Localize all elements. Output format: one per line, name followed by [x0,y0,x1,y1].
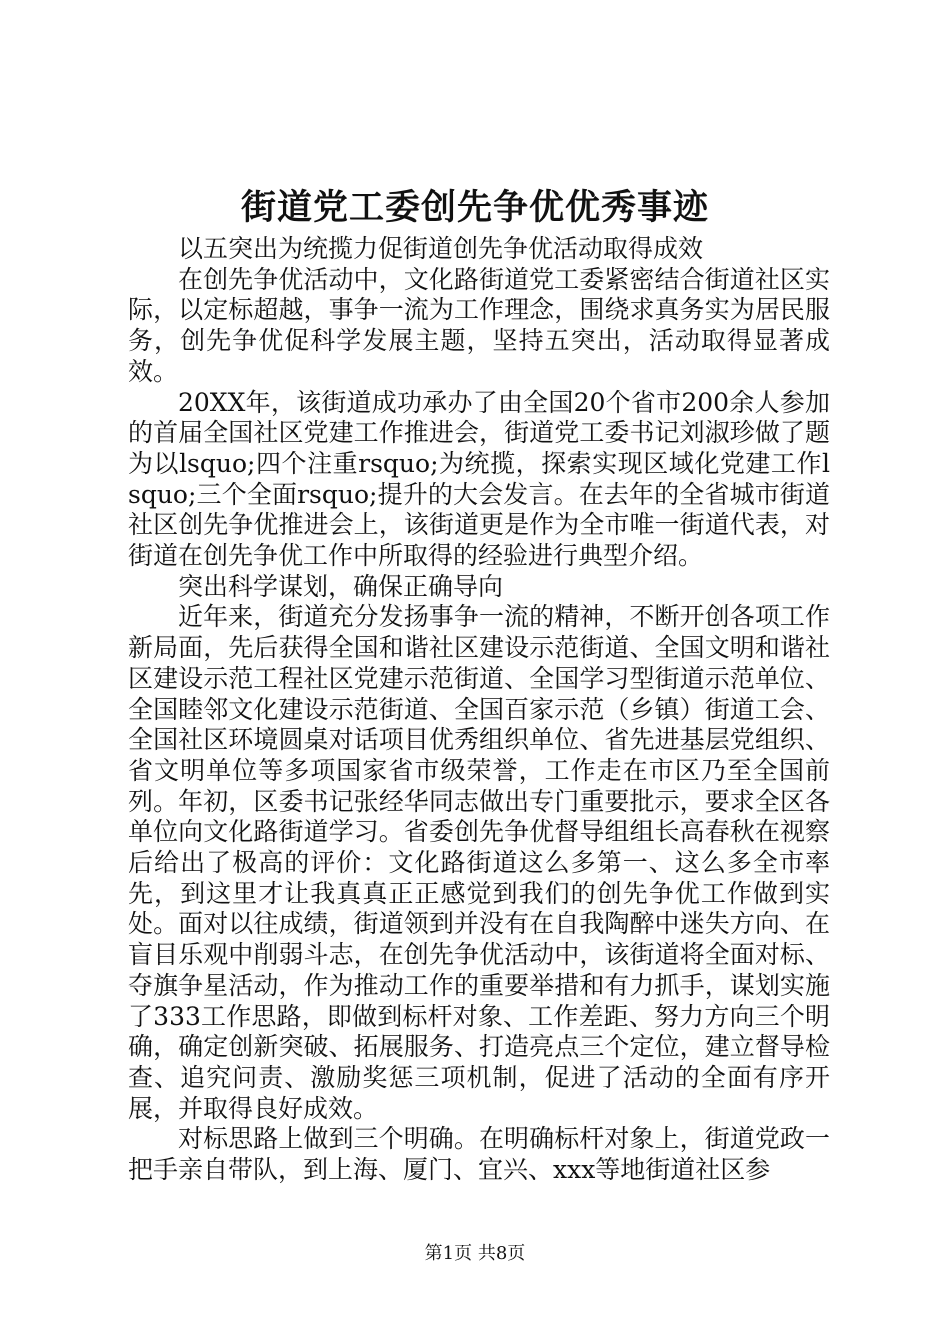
body-paragraph: 对标思路上做到三个明确。在明确标杆对象上，街道党政一把手亲自带队，到上海、厦门、宜兴、xxx等地街道社区参 [128,1124,830,1185]
body-paragraph: 20XX年，该街道成功承办了由全国20个省市200余人参加的首届全国社区党建工作推进会，街道党工委书记刘淑珍做了题为以lsquo;四个注重rsquo;为统揽，探索实现区域化党建工作lsquo;三个全面rsquo;提升的大会发言。在去年的全省城市街道社区创先争优推进会上，该街道更是作为全市唯一街道代表，对街道在创先争优工作中所取得的经验进行典型介绍。 [128,387,830,571]
document-body [128,234,830,1186]
section-subhead: 以五突出为统揽力促街道创先争优活动取得成效 [178,234,704,263]
body-paragraph: 在创先争优活动中，文化路街道党工委紧密结合街道社区实际，以定标超越，事争一流为工作理念，围绕求真务实为居民服务，创先争优促科学发展主题，坚持五突出，活动取得显著成效。 [128,264,830,386]
page-number-footer: 第1页 共8页 [424,1243,526,1264]
body-paragraph: 近年来，街道充分发扬事争一流的精神，不断开创各项工作新局面，先后获得全国和谐社区建设示范街道、全国文明和谐社区建设示范工程社区党建示范街道、全国学习型街道示范单位、全国睦邻文化建设示范街道、全国百家示范（乡镇）街道工会、全国社区环境圆桌对话项目优秀组织单位、省先进基层党组织、省文明单位等多项国家省市级荣誉，工作走在市区乃至全国前列。年初，区委书记张经华同志做出专门重要批示，要求全区各单位向文化路街道学习。省委创先争优督导组组长高春秋在视察后给出了极高的评价：文化路街道这么多第一、这么多全市率先，到这里才让我真真正正感觉到我们的创先争优工作做到实处。面对以往成绩，街道领到并没有在自我陶醉中迷失方向、在盲目乐观中削弱斗志，在创先争优活动中，该街道将全面对标、夺旗争星活动，作为推动工作的重要举措和有力抓手，谋划实施了333工作思路，即做到标杆对象、工作差距、努力方向三个明确，确定创新突破、拓展服务、打造亮点三个定位，建立督导检查、追究问责、激励奖惩三项机制，促进了活动的全面有序开展，并取得良好成效。 [128,602,830,1123]
section-subhead: 突出科学谋划，确保正确导向 [178,571,504,601]
document-title: 街道党工委创先争优优秀事迹 [240,187,709,228]
